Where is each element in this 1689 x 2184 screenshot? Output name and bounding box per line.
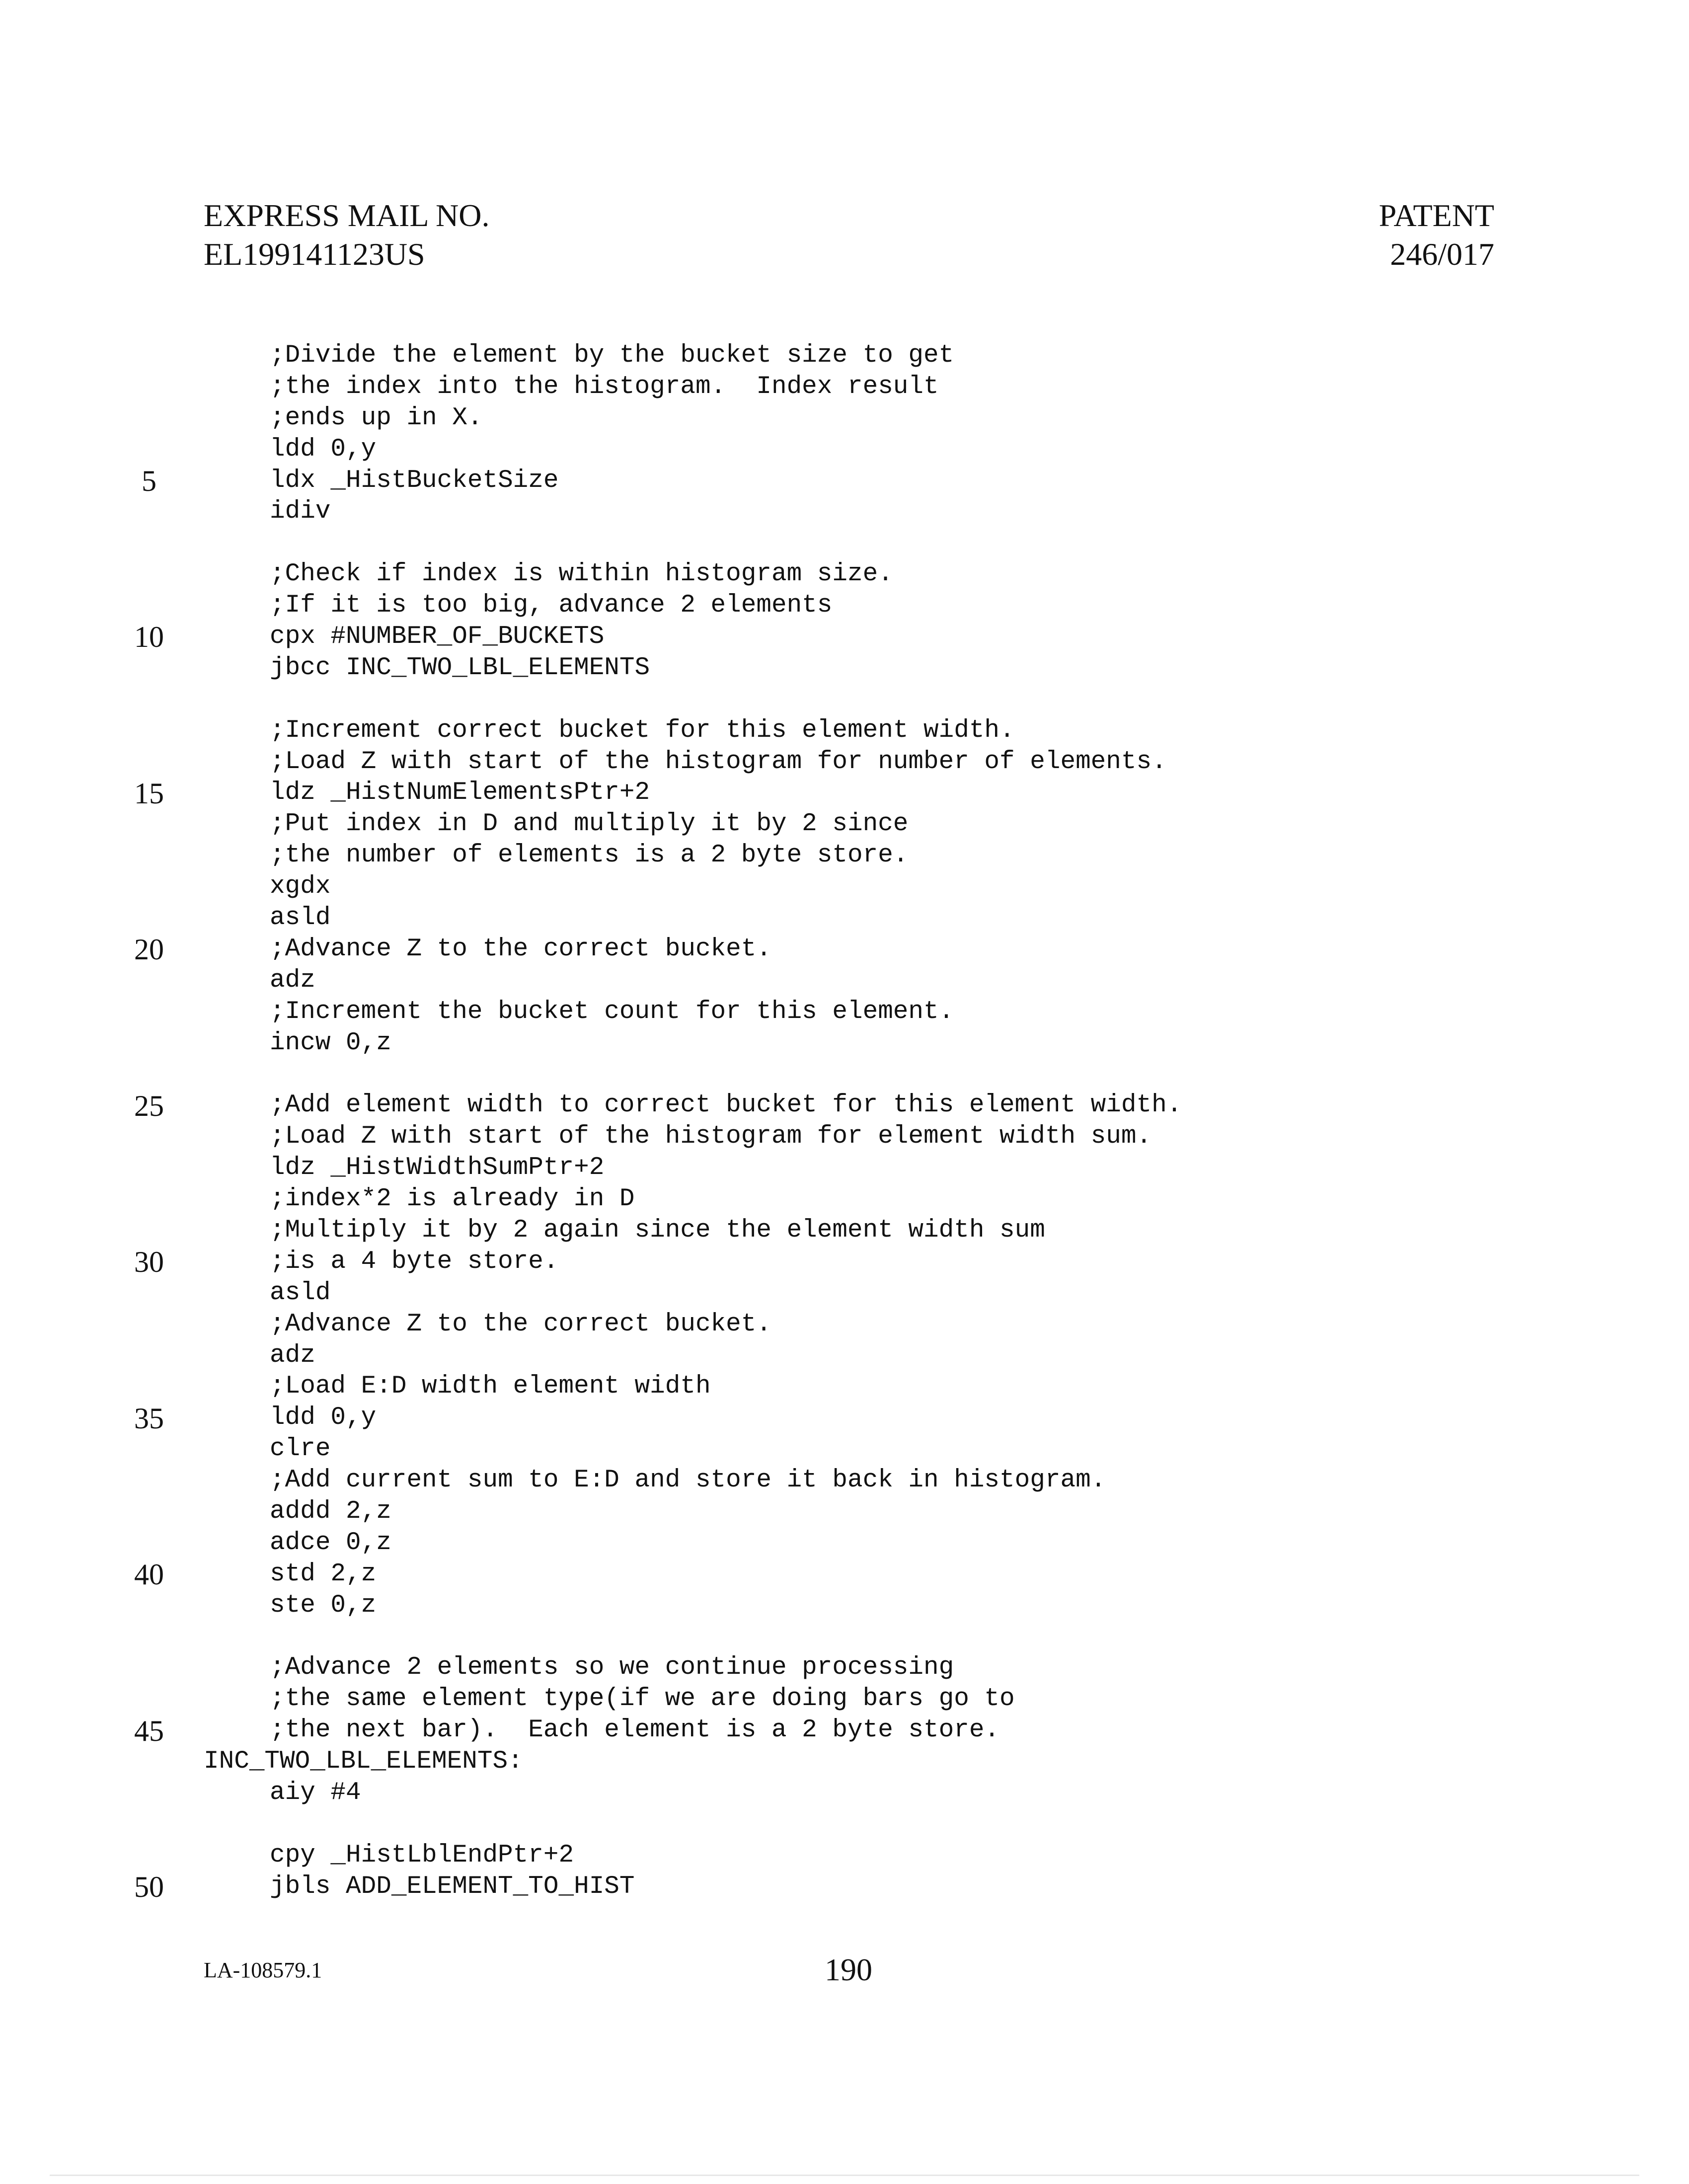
code-line: incw 0,z	[270, 1028, 391, 1057]
code-line: aiy #4	[270, 1778, 361, 1807]
code-line: ;the number of elements is a 2 byte store.	[270, 841, 909, 870]
code-line: ldz _HistNumElementsPtr+2	[270, 779, 650, 807]
code-line: clre	[270, 1435, 331, 1464]
code-line: ;the next bar). Each element is a 2 byte store.	[270, 1716, 1000, 1745]
code-line	[270, 1809, 1182, 1840]
scan-artifact	[50, 2175, 1639, 2176]
line-number: 40	[134, 1558, 164, 1591]
code-line: ldx _HistBucketSize	[270, 466, 559, 495]
code-line: jbls ADD_ELEMENT_TO_HIST	[270, 1872, 635, 1901]
code-line: idiv	[270, 497, 331, 526]
footer-document-id: LA-108579.1	[204, 1958, 322, 1982]
code-line: adz	[270, 966, 315, 995]
code-line	[270, 528, 1182, 559]
code-line: ;index*2 is already in D	[270, 1185, 635, 1214]
code-line: cpy _HistLblEndPtr+2	[270, 1841, 574, 1870]
header-left	[204, 196, 489, 274]
code-line: ;Multiply it by 2 again since the element width sum	[270, 1216, 1045, 1245]
code-line: ;Check if index is within histogram size.	[270, 560, 893, 589]
line-number: 30	[134, 1246, 164, 1279]
line-number: 15	[134, 777, 164, 810]
code-line: ;the index into the histogram. Index result	[270, 372, 939, 401]
code-line: ste 0,z	[270, 1591, 377, 1620]
line-number: 5	[142, 464, 156, 497]
code-line: asld	[270, 1278, 331, 1307]
code-line: addd 2,z	[270, 1497, 391, 1526]
code-line: asld	[270, 904, 331, 933]
code-listing	[204, 340, 1182, 1903]
code-line: std 2,z	[270, 1560, 377, 1588]
code-line: ;Divide the element by the bucket size to get	[270, 341, 954, 370]
line-number: 10	[134, 621, 164, 654]
code-line: ;Add current sum to E:D and store it back in histogram.	[270, 1466, 1106, 1495]
express-mail-label: EXPRESS MAIL NO.	[204, 198, 490, 233]
code-line	[270, 1059, 1182, 1090]
express-mail-number: EL199141123US	[204, 236, 425, 272]
line-number: 50	[134, 1871, 164, 1904]
code-line: ;Advance 2 elements so we continue processing	[270, 1653, 954, 1682]
code-line: cpx #NUMBER_OF_BUCKETS	[270, 623, 605, 651]
code-line: ;Load E:D width element width	[270, 1372, 711, 1401]
code-line: ;If it is too big, advance 2 elements	[270, 591, 833, 620]
code-line: ldz _HistWidthSumPtr+2	[270, 1154, 605, 1182]
code-line: adz	[270, 1341, 315, 1370]
code-line	[270, 1622, 1182, 1653]
code-line: ;Load Z with start of the histogram for element width sum.	[270, 1122, 1152, 1151]
line-number: 45	[134, 1714, 164, 1747]
code-line: xgdx	[270, 872, 331, 901]
code-line: INC_TWO_LBL_ELEMENTS:	[204, 1747, 523, 1776]
code-line	[270, 684, 1182, 715]
line-number: 20	[134, 933, 164, 966]
code-line: ;ends up in X.	[270, 403, 483, 432]
docket-number: 246/017	[1390, 236, 1494, 272]
patent-label: PATENT	[1379, 198, 1494, 233]
code-line: ;Increment the bucket count for this element.	[270, 997, 954, 1026]
code-line: ;is a 4 byte store.	[270, 1247, 559, 1276]
code-line: adce 0,z	[270, 1528, 391, 1557]
code-line: ;Load Z with start of the histogram for number of elements.	[270, 747, 1167, 776]
code-line: ;the same element type(if we are doing bars go to	[270, 1685, 1015, 1714]
code-line: jbcc INC_TWO_LBL_ELEMENTS	[270, 653, 650, 682]
code-line: ;Advance Z to the correct bucket.	[270, 1310, 771, 1338]
page-number: 190	[825, 1952, 872, 1987]
code-line: ;Advance Z to the correct bucket.	[270, 935, 771, 963]
code-line: ldd 0,y	[270, 1404, 377, 1432]
line-number: 25	[134, 1089, 164, 1122]
code-line: ;Increment correct bucket for this element width.	[270, 716, 1015, 745]
code-line: ;Put index in D and multiply it by 2 since	[270, 810, 909, 839]
code-line: ;Add element width to correct bucket for this element width.	[270, 1091, 1182, 1120]
header-right	[1379, 196, 1494, 274]
line-number: 35	[134, 1402, 164, 1435]
code-line: ldd 0,y	[270, 435, 377, 464]
